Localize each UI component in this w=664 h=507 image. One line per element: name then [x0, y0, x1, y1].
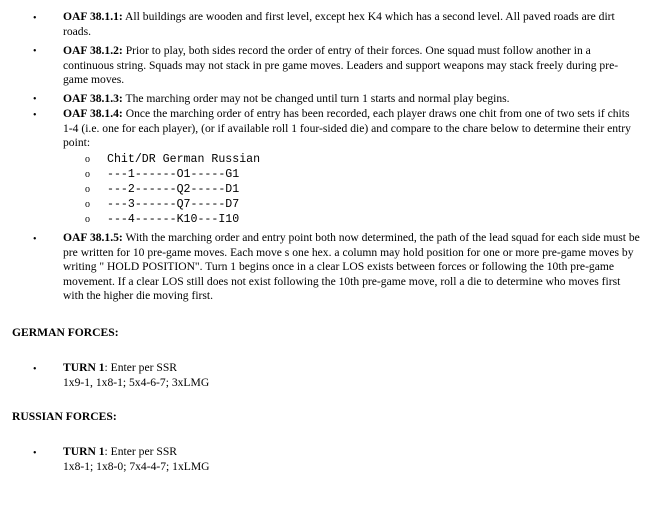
rule-id: OAF 38.1.4: — [63, 107, 123, 120]
bullet-icon: • — [33, 13, 37, 24]
entry-table-row: o Chit/DR German Russian — [85, 153, 261, 166]
bullet-icon: • — [33, 448, 37, 459]
turn-label: TURN 1 — [63, 361, 105, 374]
bullet-icon: • — [33, 110, 37, 121]
russian-turn-1 — [63, 445, 177, 460]
russian-units: 1x8-1; 1x8-0; 7x4-4-7; 1xLMG — [63, 460, 210, 473]
rule-38-1-2 — [63, 44, 641, 88]
turn-text: : Enter per SSR — [104, 361, 178, 374]
sub-bullet-icon: o — [85, 184, 90, 195]
bullet-icon: • — [33, 46, 37, 57]
rule-text: The marching order may not be changed until turn 1 starts and normal play begins. — [122, 92, 510, 105]
rule-38-1-5 — [63, 231, 641, 304]
sub-bullet-icon: o — [85, 154, 90, 165]
rule-38-1-4 — [63, 107, 641, 151]
german-units: 1x9-1, 1x8-1; 5x4-6-7; 3xLMG — [63, 376, 210, 389]
sub-bullet-icon: o — [85, 169, 90, 180]
rule-text: Prior to play, both sides record the order of entry of their forces. One squad must follow another in a continuous string. Squads may not stack in pre game moves. Leaders and support weapons may stack freely during pre-game moves. — [63, 44, 619, 87]
sub-bullet-icon: o — [85, 199, 90, 210]
rule-text: All buildings are wooden and first level, except hex K4 which has a second level. All paved roads are dirt roads. — [63, 10, 615, 38]
bullet-icon: • — [33, 234, 37, 245]
rule-id: OAF 38.1.1: — [63, 10, 123, 23]
entry-table-row: o ---1------O1-----G1 — [85, 168, 240, 181]
rule-id: OAF 38.1.2: — [63, 44, 123, 57]
rule-text: Once the marching order of entry has been recorded, each player draws one chit from one of two sets if chits 1-4 (i.e. one for each player), (or if available roll 1 four-sided die) and compare to the chare below to determine their entry point: — [63, 107, 631, 150]
german-forces-heading: GERMAN FORCES: — [12, 326, 119, 339]
russian-forces-heading: RUSSIAN FORCES: — [12, 410, 117, 423]
rule-id: OAF 38.1.5: — [63, 231, 123, 244]
entry-table-row: o ---3------Q7-----D7 — [85, 198, 240, 211]
rule-id: OAF 38.1.3: — [63, 92, 123, 105]
rule-38-1-1 — [63, 10, 641, 39]
entry-table-row: o ---4------K10---I10 — [85, 213, 240, 226]
entry-table-row: o ---2------Q2-----D1 — [85, 183, 240, 196]
turn-text: : Enter per SSR — [104, 445, 178, 458]
rule-text: With the marching order and entry point both now determined, the path of the lead squad for each side must be pre written for 10 pre-game moves. Each move s one hex. a column may hold position for one or more pre-game moves by writing " HOLD POSITION". Turn 1 begins once in a clear LOS exists between forces or following the 10th pre-game movement. If a clear LOS still does not exist following the 10th pre-game move, roll a die to determine who moves first with the higher die moving first. — [63, 231, 640, 303]
rule-38-1-3 — [63, 92, 641, 107]
german-turn-1 — [63, 361, 177, 376]
sub-bullet-icon: o — [85, 214, 90, 225]
bullet-icon: • — [33, 364, 37, 375]
turn-label: TURN 1 — [63, 445, 105, 458]
bullet-icon: • — [33, 94, 37, 105]
